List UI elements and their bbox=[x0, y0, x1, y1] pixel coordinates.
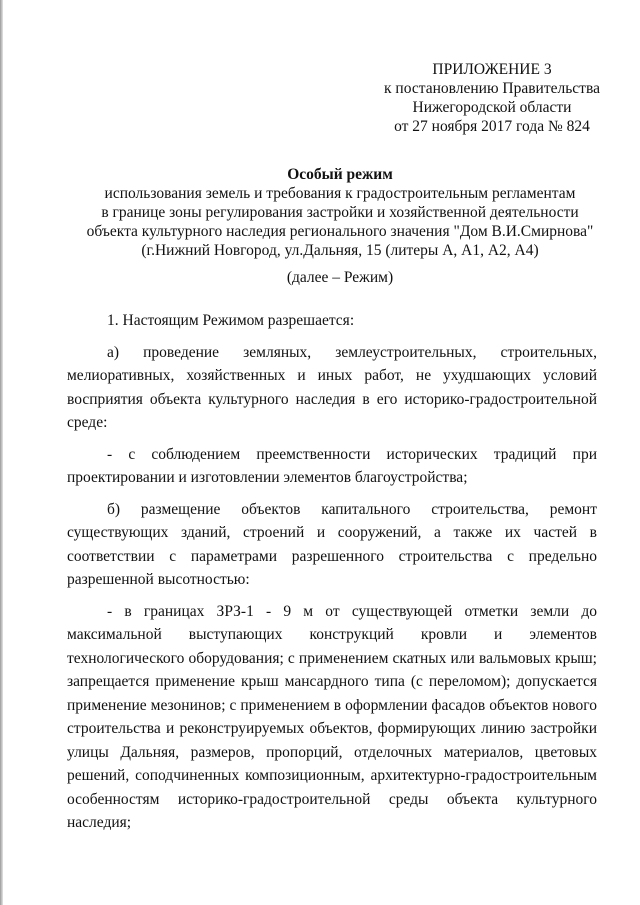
appendix-number: ПРИЛОЖЕНИЕ 3 bbox=[432, 61, 552, 78]
heading-line-1: использования земель и требования к градостроительным регламентам bbox=[104, 185, 576, 202]
paragraph-2: а) проведение земляных, землеустроительных, строительных, мелиоративных, хозяйственных и иных работ, не ухудшающих условий восприятия объекта культурного наследия в его историко-градостроительной среде: bbox=[67, 343, 597, 431]
appendix-region: Нижегородской области bbox=[412, 99, 572, 116]
abbreviation-note: (далее – Режим) bbox=[286, 269, 394, 286]
paragraph-5: - в границах ЗРЗ-1 - 9 м от существующей отметки земли до максимальной выступающих конструкций кровли и элементов технологического оборудования; с применением скатных или вальмовых крыш; запрещается применение крыш мансардного типа (с переломом); допускается применение мезонинов; с применением в оформлении фасадов объектов нового строительства и реконструируемых объектов, формирующих линию застройки улицы Дальняя, размеров, пропорций, отделочных материалов, цветовых решений, соподчиненных композиционным, архитектурно-градостроительным особенностям историко-градостроительной среды объекта культурного наследия; bbox=[67, 602, 597, 831]
heading-line-2: в границе зоны регулирования застройки и хозяйственной деятельности bbox=[101, 204, 579, 221]
heading-line-3: объекта культурного наследия регионального значения "Дом В.И.Смирнова" bbox=[86, 223, 594, 240]
paragraph-1: 1. Настоящим Режимом разрешается: bbox=[107, 312, 355, 329]
scan-edge bbox=[0, 0, 3, 905]
appendix-date: от 27 ноября 2017 года № 824 bbox=[394, 118, 590, 135]
document-heading bbox=[60, 165, 620, 260]
document-body bbox=[67, 309, 597, 843]
paragraph-4: б) размещение объектов капитального строительства, ремонт существующих зданий, строений и сооружений, а также их частей в соответствии с параметрами разрешенного строительства с предельно разрешенной высотностью: bbox=[67, 500, 597, 588]
document-title: Особый режим bbox=[287, 166, 393, 183]
heading-line-4: (г.Нижний Новгород, ул.Дальняя, 15 (литеры А, А1, А2, А4) bbox=[141, 242, 539, 259]
appendix-block bbox=[372, 60, 612, 136]
paragraph-3: - с соблюдением преемственности исторических традиций при проектировании и изготовлении элементов благоустройства; bbox=[67, 445, 597, 486]
appendix-reference: к постановлению Правительства bbox=[384, 80, 600, 97]
